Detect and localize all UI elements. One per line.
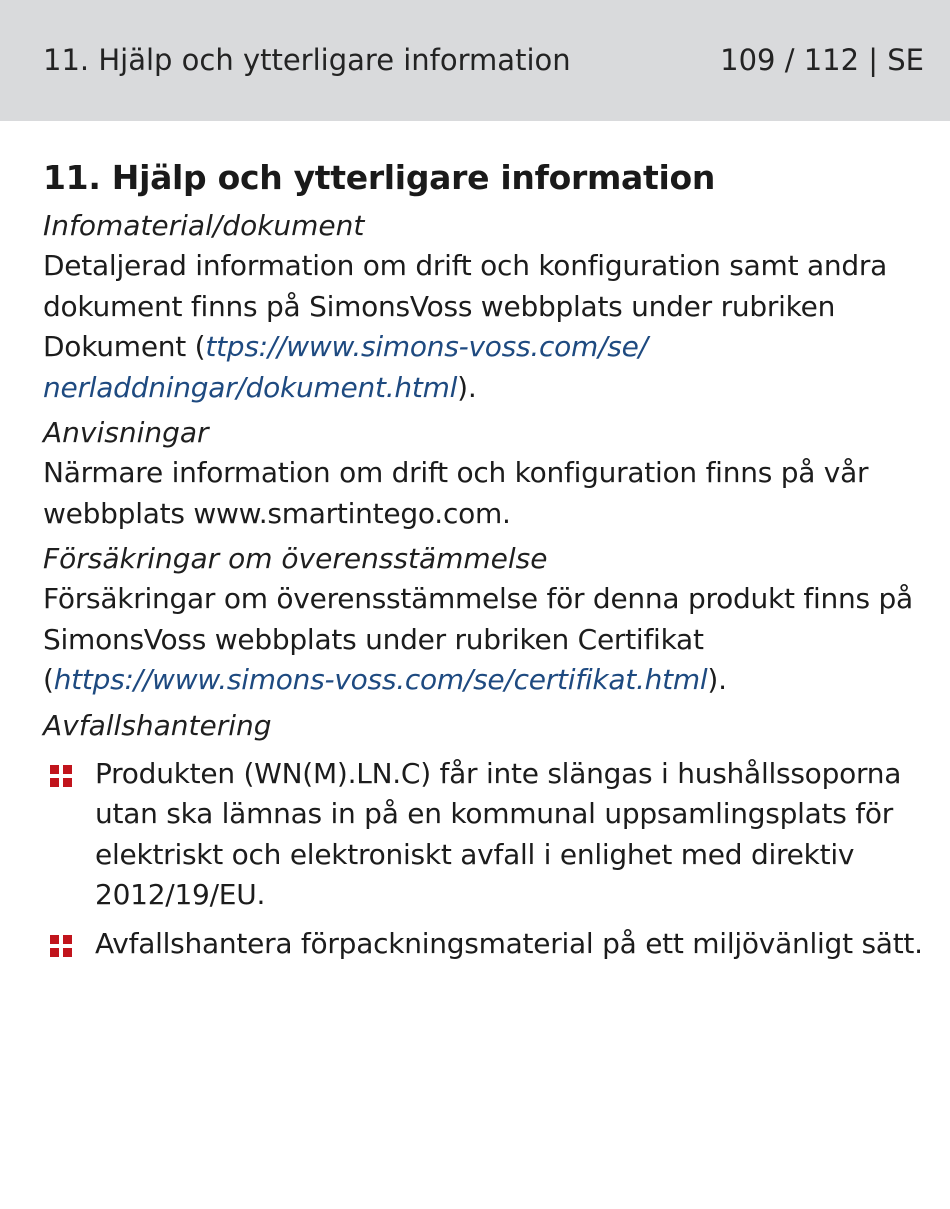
list-item-text: Produkten (WN(M).LN.C) får inte slängas i hushållssoporna utan ska lämnas in på en kommunal uppsamlingsplats för elektriskt och elektroniskt avfall i enlighet med direktiv 2012/19/EU. xyxy=(95,756,902,911)
list-item-text: Avfallshantera förpackningsmaterial på ett miljövänligt sätt. xyxy=(95,926,923,960)
infomaterial-text: Detaljerad information om drift och konfiguration samt andra dokument finns på SimonsVoss webbplats under rubriken Dokument ( xyxy=(43,249,888,363)
avfall-list xyxy=(43,754,923,965)
forsakringar-text: Försäkringar om överensstämmelse för denna produkt finns på SimonsVoss webbplats under rubriken Certifikat ( xyxy=(43,582,913,696)
main-content xyxy=(43,156,923,972)
forsakringar-text-end: ). xyxy=(707,663,727,696)
section-title: 11. Hjälp och ytterligare information xyxy=(43,158,716,197)
certificate-link[interactable]: https://www.simons-voss.com/se/certifikat.html xyxy=(53,663,708,696)
infomaterial-paragraph xyxy=(43,246,923,408)
list-item xyxy=(43,924,923,965)
documents-link-part2[interactable]: nerladdningar/dokument.html xyxy=(43,370,458,404)
forsakringar-paragraph xyxy=(43,579,923,701)
header-title: 11. Hjälp och ytterligare information xyxy=(43,43,571,77)
documents-link-part1[interactable]: ttps://www.simons-voss.com/se/ xyxy=(205,330,648,363)
avfall-heading: Avfallshantering xyxy=(43,708,272,742)
bullet-squares-icon xyxy=(50,935,72,957)
anvisningar-paragraph: Närmare information om drift och konfiguration finns på vår webbplats www.smartintego.com. xyxy=(43,456,869,530)
page-number: 109 / 112 | SE xyxy=(720,43,924,77)
forsakringar-heading: Försäkringar om överensstämmelse xyxy=(43,542,548,575)
page-header xyxy=(0,0,950,121)
bullet-squares-icon xyxy=(50,765,72,787)
anvisningar-heading: Anvisningar xyxy=(43,416,209,449)
infomaterial-text-end: ). xyxy=(457,370,477,404)
list-item xyxy=(43,754,923,916)
infomaterial-heading: Infomaterial/dokument xyxy=(43,209,365,242)
